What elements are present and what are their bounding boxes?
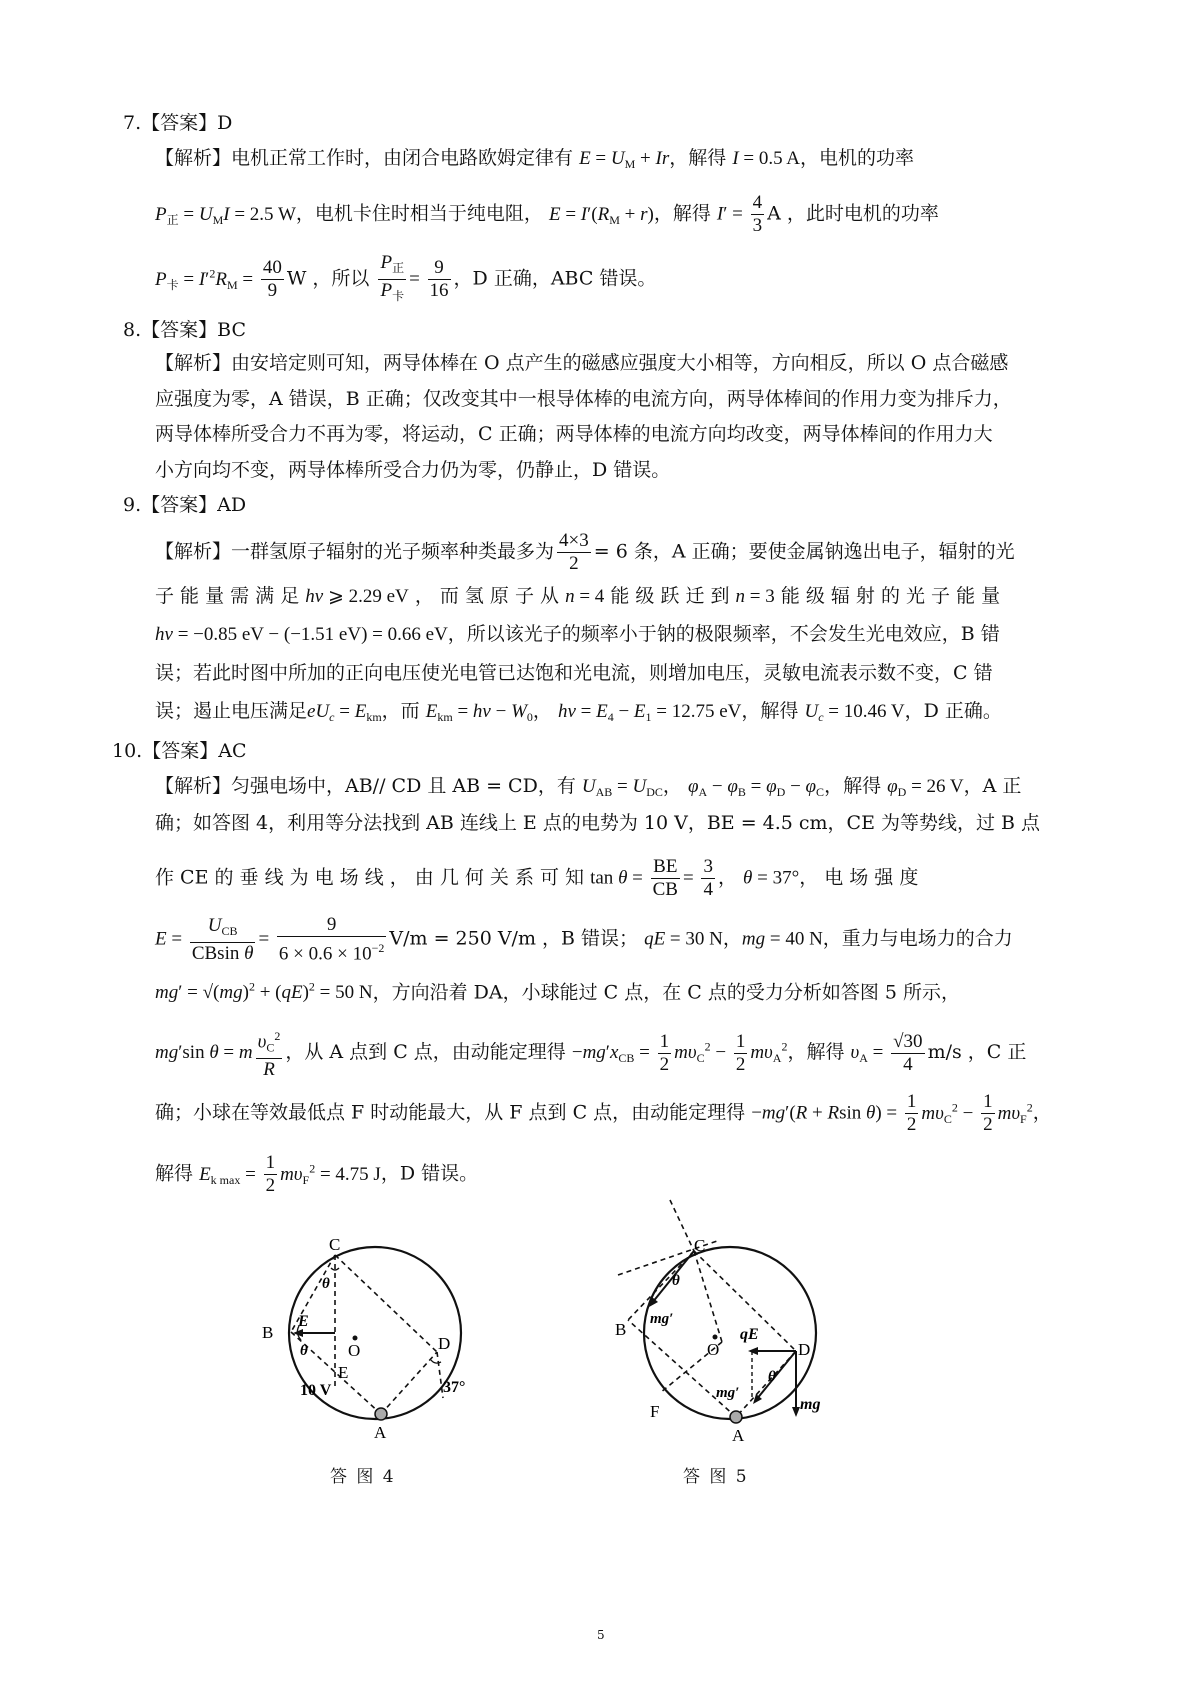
fig4-label-10v: 10 V — [300, 1382, 332, 1399]
fig5-label-theta-bottom: θ — [768, 1369, 776, 1385]
q9-line4: 误；若此时图中所加的正向电压使光电管已达饱和光电流，则增加电压，灵敏电流表示数不变，C 错 — [155, 662, 993, 684]
fig5-label-mg: mg — [800, 1396, 821, 1413]
q7-line3: $P_卡 = I'^2R_M$ = $\frac{40}{9}$ W ，所以 $\frac{P_正}{P_卡}$ = $\frac{9}{16}$ ，D 正确，ABC 错误。 — [155, 252, 657, 303]
figure-4 — [255, 1230, 495, 1450]
q7-line2: $P_正 = U_MI = 2.5$ W，电机卡住时相当于纯电阻， $E = I'(R_M + r)$，解得 I′ = $\frac{4}{3}$ A ，此时电机的功率 — [155, 192, 939, 236]
fig5-label-qE: qE — [740, 1326, 759, 1343]
fig5-label-B: B — [615, 1320, 627, 1339]
fig4-label-theta-left: θ — [300, 1343, 308, 1359]
fig4-label-E: E — [338, 1363, 349, 1382]
fig5-label-A: A — [732, 1426, 745, 1445]
fig5-label-D: D — [798, 1340, 811, 1359]
fig4-label-theta-top: θ — [322, 1276, 330, 1292]
q10-line3: 作 CE 的 垂 线 为 电 场 线 ， 由 几 何 关 系 可 知 tan θ = $\frac{BE}{CB}$ = $\frac{3}{4}$ ， θ = 37°， 电 场 强 度 — [155, 856, 919, 900]
fig4-label-A: A — [374, 1423, 387, 1442]
fig5-label-mg-prime-top: mg′ — [650, 1311, 674, 1327]
q10-line6: mg′sin θ = m $\frac{\upsilon_C^2}{R}$ ，从 A 点到 C 点，由动能定理得 $-mg'x_{CB}$ = $\frac{1}{2}$ $m\upsilon_C^2$ − $\frac{1}{2}$ $m\upsilon_A^2$，解得 $\upsilon_A$ = $\frac{√30}{4}$ m/s ，C 正 — [155, 1025, 1080, 1081]
q8-answer: 8.【答案】BC — [123, 319, 246, 341]
fig5-label-theta-top: θ — [672, 1273, 680, 1289]
q9-line5: 误；遏止电压满足$eU_c = E_{km}$，而 $E_{km} = h\nu - W_0$， $h\nu = E_4 - E_1 = 12.75$ eV，解得 $U_c = 10.46$ V，D 正确。 — [155, 700, 1002, 724]
q10-answer: 10.【答案】AC — [112, 740, 247, 762]
q9-answer: 9.【答案】AD — [123, 494, 247, 516]
q7-answer: 7.【答案】D — [123, 112, 233, 134]
fig4-label-O: O — [348, 1341, 361, 1360]
fig4-label-B: B — [262, 1323, 274, 1342]
q10-line4: E = $\frac{U_{CB}}{\text{CBsin θ}}$ = $\frac{9}{6 \times 0.6 \times 10^{-2}}$ V/m = 250 V/m ，B 错误； qE = 30 N，mg = 40 N，重力与电场力的合力 — [155, 914, 1013, 965]
fig5-label-C: C — [694, 1236, 706, 1255]
q9-line3: hν = −0.85 eV − (−1.51 eV) = 0.66 eV，所以该光子的频率小于钠的极限频率，不会发生光电效应，B 错 — [155, 623, 1000, 645]
q8-line4: 小方向均不变，两导体棒所受合力仍为零，仍静止，D 错误。 — [155, 459, 671, 481]
q9-line1: 【解析】一群氢原子辐射的光子频率种类最多为 $\frac{4\times 3}{2}$ = 6 条，A 正确；要使金属钠逸出电子，辐射的光 — [155, 530, 1015, 574]
fig5-caption: 答 图 5 — [683, 1467, 749, 1487]
q10-line8: 解得 $E_{k max}$ = $\frac{1}{2}$ $m\upsilon_F^2 = 4.75$ J，D 错误。 — [155, 1152, 479, 1196]
q10-line5: mg′ = √(mg)$^2$ + (qE)$^2$ = 50 N，方向沿着 DA，小球能过 C 点，在 C 点的受力分析如答图 5 所示， — [155, 980, 961, 1004]
q10-line1: 【解析】匀强电场中，AB// CD 且 AB = CD，有 $U_{AB} = U_{DC}$， $\varphi_A - \varphi_B = \varphi_D - \varphi_C$，解得 $\varphi_D = 26$ V，A 正 — [155, 775, 1022, 799]
fig4-label-C: C — [329, 1235, 341, 1254]
fig5-label-F: F — [650, 1402, 660, 1421]
fig5-label-mg-prime-bottom: mg′ — [716, 1385, 740, 1401]
q9-line2: 子 能 量 需 满 足 hν ⩾ 2.29 eV ， 而 氢 原 子 从 n = 4 能 级 跃 迁 到 n = 3 能 级 辐 射 的 光 子 能 量 — [155, 585, 1001, 607]
q7-line1: 【解析】电机正常工作时，由闭合电路欧姆定律有 $E = U_M + Ir$，解得 I = 0.5 A，电机的功率 — [155, 147, 915, 171]
fig4-label-E-vector: E — [298, 1313, 309, 1330]
q10-line7: 确；小球在等效最低点 F 时动能最大，从 F 点到 C 点，由动能定理得 −mg′(R + Rsin θ) = $\frac{1}{2}$ $m\upsilon_C^2$ − $\frac{1}{2}$ $m\upsilon_F^2$， — [155, 1091, 1052, 1135]
fig4-caption: 答 图 4 — [330, 1467, 396, 1487]
fig4-label-D: D — [438, 1334, 451, 1353]
q8-line2: 应强度为零，A 错误，B 正确；仅改变其中一根导体棒的电流方向，两导体棒间的作用力变为排斥力， — [155, 388, 1012, 410]
q8-line3: 两导体棒所受合力不再为零，将运动，C 正确；两导体棒的电流方向均改变，两导体棒间的作用力大 — [155, 423, 993, 445]
q10-line2: 确；如答图 4，利用等分法找到 AB 连线上 E 点的电势为 10 V，BE = 4.5 cm，CE 为等势线，过 B 点 — [155, 812, 1041, 834]
fig4-label-37deg: 37° — [443, 1379, 466, 1396]
figure-5 — [610, 1195, 870, 1455]
fig5-label-O: O — [707, 1340, 720, 1359]
q8-line1: 【解析】由安培定则可知，两导体棒在 O 点产生的磁感应强度大小相等，方向相反，所以 O 点合磁感 — [155, 352, 1009, 374]
page-number: 5 — [597, 1628, 605, 1642]
